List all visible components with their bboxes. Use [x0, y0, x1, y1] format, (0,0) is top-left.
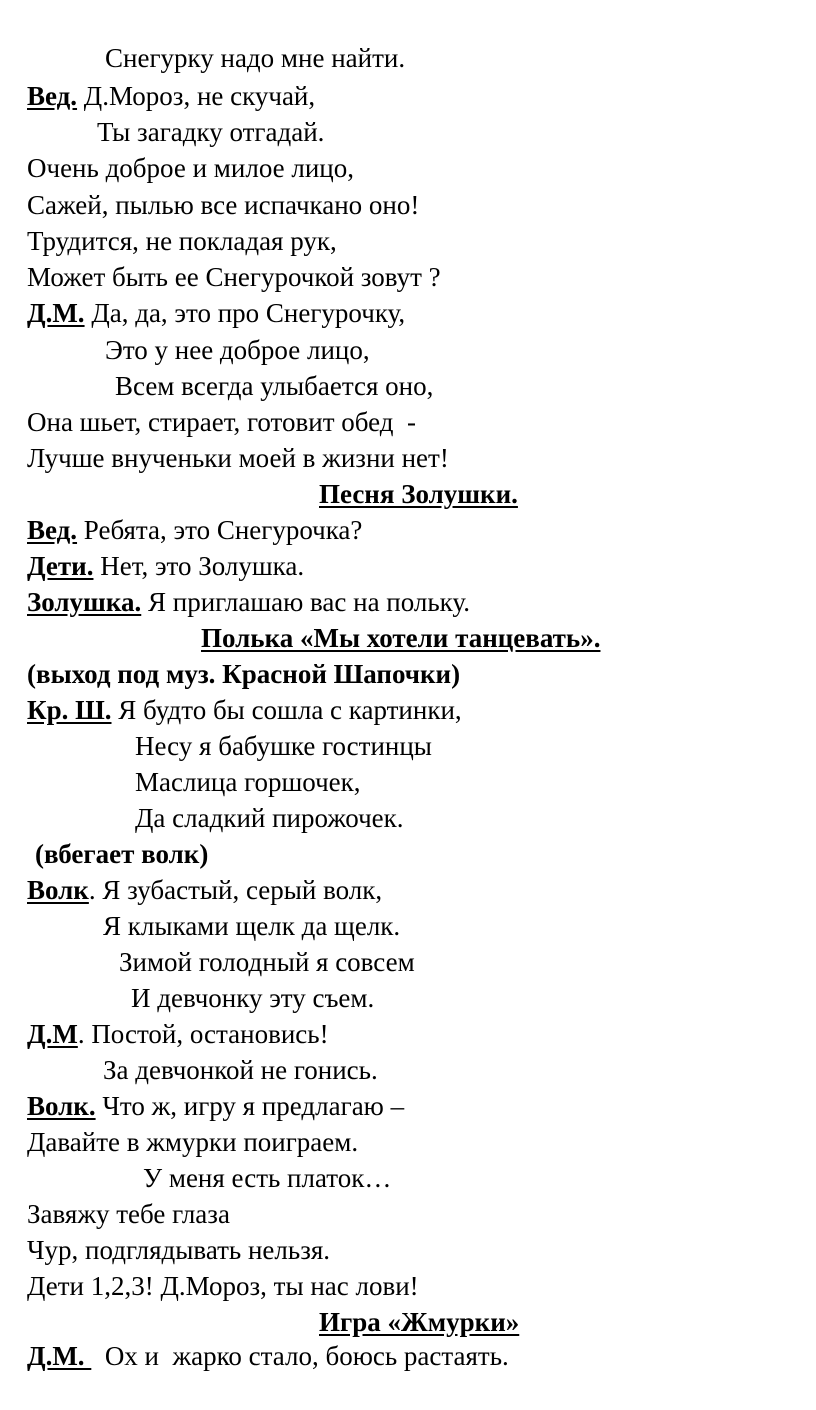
speaker-label: Вед.: [27, 515, 78, 545]
text-line: [0, 1302, 509, 1371]
line-text: Лучше внученьки моей в жизни нет!: [27, 443, 449, 473]
speaker-label: Д.М.: [27, 298, 85, 328]
line-text: Я будто бы сошла с картинки,: [111, 695, 462, 725]
text-line: [0, 512, 305, 581]
text-line: [0, 980, 329, 1049]
line-text: Она шьет, стирает, готовит обед -: [27, 407, 416, 437]
text-line: [0, 114, 355, 183]
text-line: [88, 332, 434, 401]
line-text: Нет, это Золушка.: [93, 551, 305, 581]
text-line: [0, 259, 406, 328]
line-text: И девчонку эту съем.: [131, 983, 375, 1013]
stage-direction-text: (вбегает волк): [35, 839, 209, 869]
heading-text: Игра «Жмурки»: [319, 1307, 520, 1337]
line-text: . Постой, остановись!: [77, 1019, 329, 1049]
text-line: [0, 223, 441, 292]
text-line: [0, 368, 416, 437]
text-line: [0, 1232, 419, 1301]
text-line: [108, 728, 361, 797]
text-line: [0, 656, 462, 725]
text-line: [0, 476, 363, 545]
speaker-label: Дети.: [27, 551, 94, 581]
line-text: Д.Мороз, не скучай,: [77, 81, 316, 111]
text-line: [0, 404, 449, 473]
line-text: Давайте в жмурки поиграем.: [27, 1127, 359, 1157]
speaker-label: Волк: [27, 875, 89, 905]
section-heading: [292, 440, 518, 509]
line-text: Очень доброе и милое лицо,: [27, 153, 355, 183]
speaker-label: Кр. Ш.: [27, 695, 112, 725]
line-text: Трудится, не покладая рук,: [27, 226, 337, 256]
heading-text: Полька «Мы хотели танцевать».: [201, 623, 601, 653]
line-text: Зимой голодный я совсем: [119, 947, 415, 977]
text-line: [76, 872, 401, 941]
line-text: Дети 1,2,3! Д.Мороз, ты нас лови!: [27, 1271, 419, 1301]
line-text: Да сладкий пирожочек.: [135, 803, 404, 833]
text-line: [0, 836, 383, 905]
line-text: У меня есть платок…: [143, 1163, 392, 1193]
text-line: [116, 1124, 392, 1193]
line-text: Я приглашаю вас на польку.: [141, 587, 470, 617]
text-line: [0, 42, 316, 111]
text-line: [0, 548, 470, 617]
line-text: Ребята, это Снегурочка?: [77, 515, 363, 545]
speaker-label: Д.М: [27, 1019, 78, 1049]
stage-direction-text: (выход под муз. Красной Шапочки): [27, 659, 461, 689]
line-text: Несу я бабушке гостинцы: [135, 731, 432, 761]
text-line: [0, 1160, 230, 1229]
text-line: [76, 1016, 378, 1085]
line-text: Это у нее доброе лицо,: [105, 335, 370, 365]
line-text: Сажей, пылью все испачкано оно!: [27, 190, 420, 220]
line-text: Завяжу тебе глаза: [27, 1199, 230, 1229]
line-text: Ох и жарко стало, боюсь растаять.: [91, 1341, 509, 1371]
line-text: Ты загадку отгадай.: [97, 117, 325, 147]
line-text: Что ж, игру я предлагаю –: [95, 1091, 405, 1121]
text-line: [104, 944, 375, 1013]
line-text: Да, да, это про Снегурочку,: [84, 298, 406, 328]
line-text: Снегурку надо мне найти.: [105, 43, 406, 73]
line-text: За девчонкой не гонись.: [103, 1055, 378, 1085]
speaker-label: Золушка.: [27, 587, 142, 617]
text-line: [108, 692, 432, 761]
text-line: [0, 1196, 331, 1265]
speaker-label: Вед.: [27, 81, 78, 111]
speaker-label: Волк.: [27, 1091, 96, 1121]
heading-text: Песня Золушки.: [319, 479, 518, 509]
text-line: [0, 1088, 359, 1157]
text-line: [70, 78, 325, 147]
section-heading: [174, 584, 601, 653]
text-line: [0, 151, 420, 220]
section-heading: [292, 1268, 520, 1337]
text-line: [108, 764, 404, 833]
line-text: Я клыками щелк да щелк.: [103, 911, 401, 941]
line-text: Чур, подглядывать нельзя.: [27, 1235, 331, 1265]
text-line: [78, 296, 370, 365]
text-line: [92, 908, 415, 977]
text-line: [0, 187, 337, 256]
stage-direction: [8, 800, 209, 869]
stage-direction: [0, 620, 461, 689]
line-text: . Я зубастый, серый волк,: [88, 875, 383, 905]
text-line: [0, 1052, 405, 1121]
line-text: Маслица горшочек,: [135, 767, 361, 797]
line-text: Может быть ее Снегурочкой зовут ?: [27, 262, 441, 292]
line-text: Всем всегда улыбается оно,: [115, 371, 434, 401]
text-line: [78, 4, 406, 73]
speaker-label: Д.М.: [27, 1341, 92, 1371]
